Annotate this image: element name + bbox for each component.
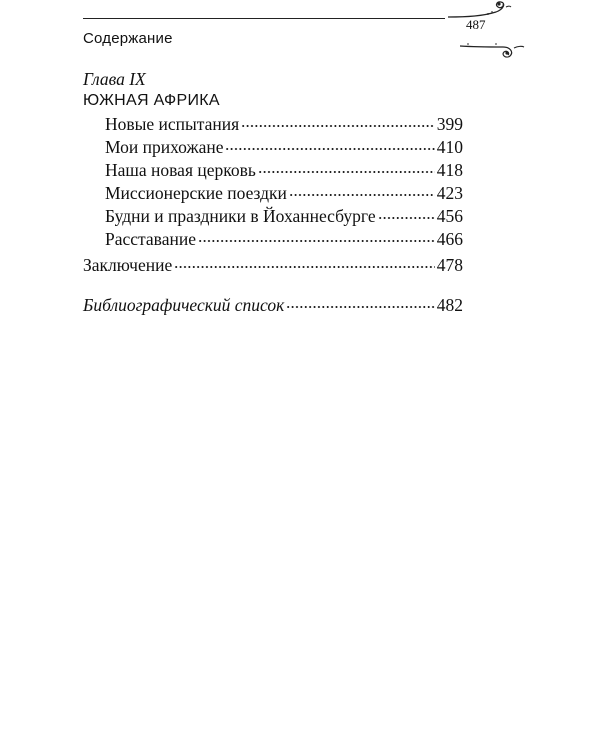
- toc-entry[interactable]: [83, 158, 463, 181]
- page-number: 487: [466, 17, 486, 32]
- toc-entry-title: Наша новая церковь: [105, 159, 256, 180]
- toc-entry-page: 399: [436, 113, 463, 134]
- toc-entry[interactable]: [83, 204, 463, 227]
- flourish-scroll-icon: [448, 0, 538, 75]
- toc-entry-page: 418: [436, 159, 463, 180]
- toc-entry-page: 456: [436, 205, 463, 226]
- toc-entry-title: Библиографический список: [83, 294, 285, 315]
- toc-entry[interactable]: [83, 181, 463, 204]
- toc-entry[interactable]: [83, 112, 463, 135]
- toc-entry-bibliography[interactable]: [83, 293, 463, 316]
- toc-entry[interactable]: [83, 227, 463, 250]
- running-title: Содержание: [83, 30, 173, 47]
- chapter-title: ЮЖНАЯ АФРИКА: [83, 92, 220, 109]
- spacer: [83, 276, 463, 293]
- table-of-contents: [83, 68, 463, 316]
- toc-entry-title: Расставание: [105, 228, 196, 249]
- toc-entry-title: Новые испытания: [105, 113, 240, 134]
- leader-dots: [258, 159, 435, 177]
- leader-dots: [225, 136, 434, 154]
- toc-entry-page: 410: [436, 136, 463, 157]
- toc-entry-page: 478: [436, 254, 463, 275]
- leader-dots: [378, 205, 435, 223]
- leader-dots: [174, 254, 435, 272]
- toc-entry-conclusion[interactable]: [83, 253, 463, 276]
- leader-dots: [286, 294, 434, 312]
- toc-entry-title: Мои прихожане: [105, 136, 224, 157]
- header-rule: [83, 18, 445, 19]
- toc-entry-title: Будни и праздники в Йоханнесбурге: [105, 205, 376, 226]
- toc-entry-title: Заключение: [83, 254, 173, 275]
- toc-entry-page: 466: [436, 228, 463, 249]
- toc-entry-page: 423: [436, 182, 463, 203]
- leader-dots: [241, 113, 435, 131]
- toc-entry-title: Миссионерские поездки: [105, 182, 287, 203]
- toc-entry-page: 482: [436, 294, 463, 315]
- toc-entry[interactable]: [83, 135, 463, 158]
- leader-dots: [289, 182, 435, 200]
- leader-dots: [198, 228, 435, 246]
- chapter-label: Глава IX: [83, 69, 146, 89]
